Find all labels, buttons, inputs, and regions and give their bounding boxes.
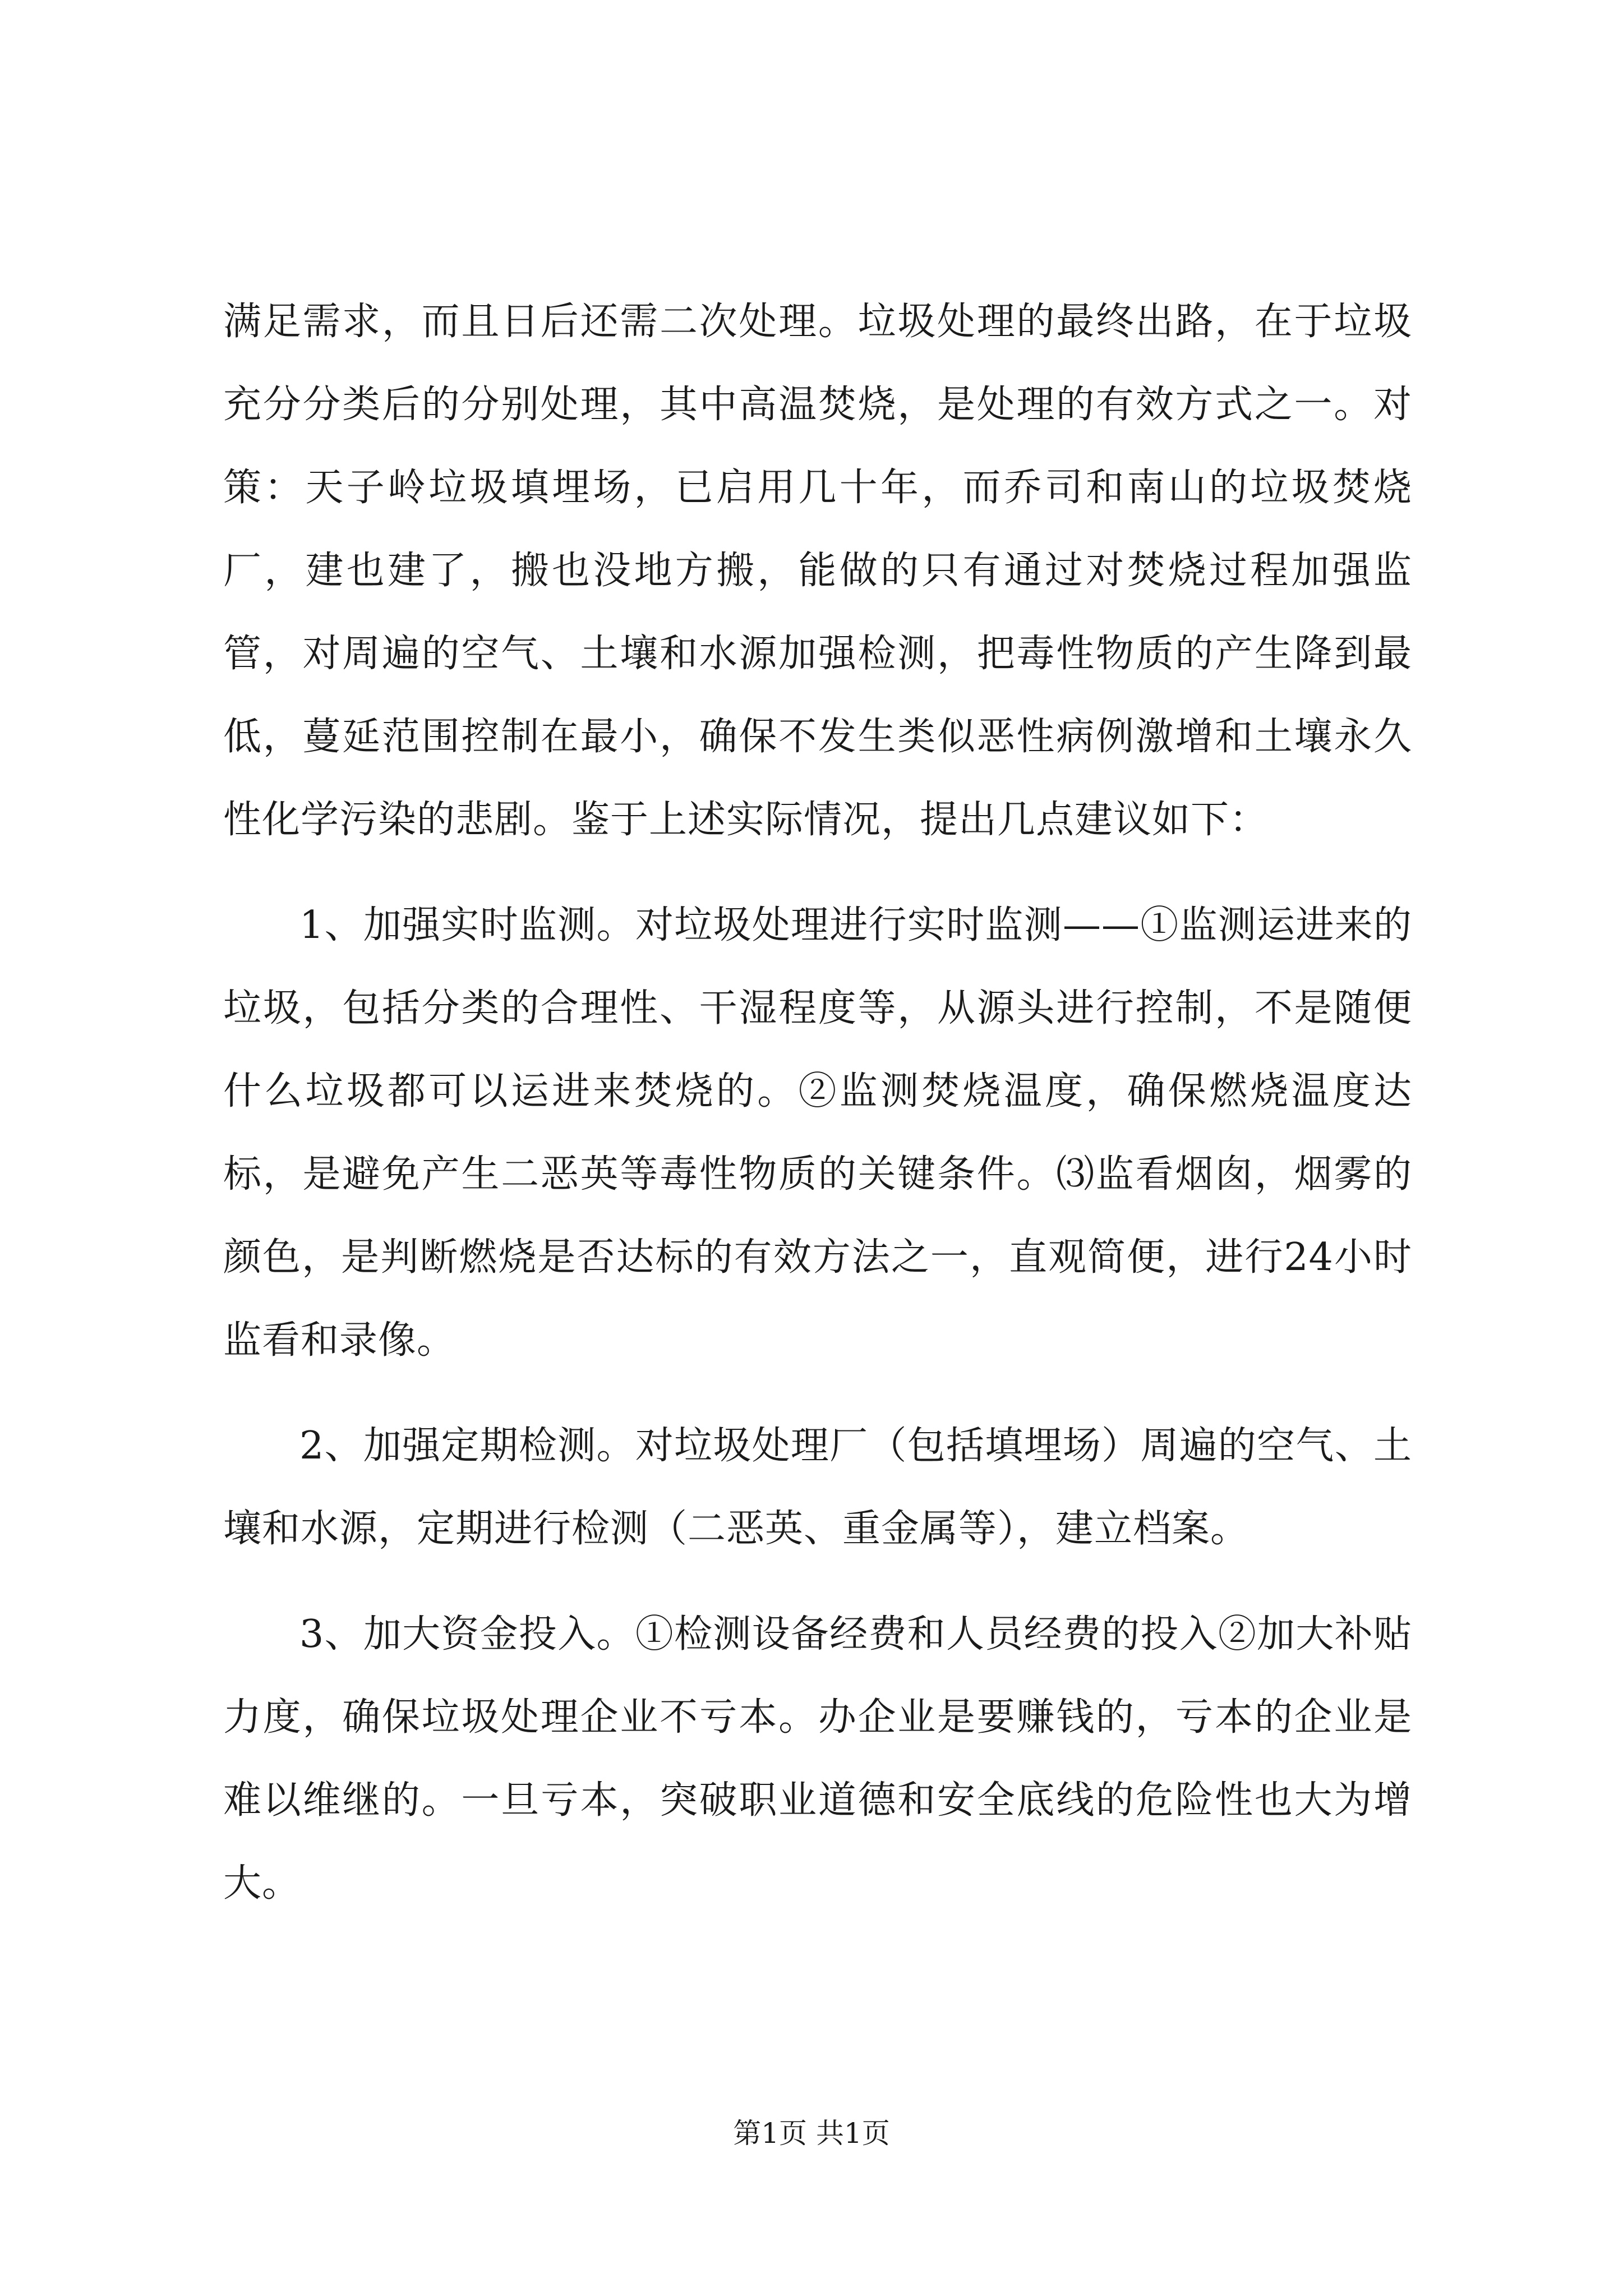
paragraph-suggestion-3: 3、加大资金投入。①检测设备经费和人员经费的投入②加大补贴力度，确保垃圾处理企业不亏本。办企业是要赚钱的，亏本的企业是难以维继的。一旦亏本，突破职业道德和安全底线的危险性也大为增大。: [223, 1612, 1412, 1906]
document-body: [223, 280, 1412, 1948]
paragraph-continuation: 满足需求，而且日后还需二次处理。垃圾处理的最终出路，在于垃圾充分分类后的分别处理，其中高温焚烧，是处理的有效方式之一。对策：天子岭垃圾填埋场，已启用几十年，而乔司和南山的垃圾焚烧厂，建也建了，搬也没地方搬，能做的只有通过对焚烧过程加强监管，对周遍的空气、土壤和水源加强检测，把毒性物质的产生降到最低，蔓延范围控制在最小，确保不发生类似恶性病例激增和土壤永久性化学污染的悲剧。鉴于上述实际情况，提出几点建议如下：: [223, 300, 1412, 842]
paragraph-suggestion-1: 1、加强实时监测。对垃圾处理进行实时监测——①监测运进来的垃圾，包括分类的合理性、干湿程度等，从源头进行控制，不是随便什么垃圾都可以运进来焚烧的。②监测焚烧温度，确保燃烧温度达标，是避免产生二恶英等毒性物质的关键条件。⑶监看烟囱，烟雾的颜色，是判断燃烧是否达标的有效方法之一，直观简便，进行24小时监看和录像。: [223, 903, 1412, 1363]
page-number-footer: 第1页 共1页: [733, 2117, 890, 2150]
paragraph-suggestion-2: 2、加强定期检测。对垃圾处理厂（包括填埋场）周遍的空气、土壤和水源，定期进行检测（二恶英、重金属等），建立档案。: [223, 1424, 1412, 1551]
